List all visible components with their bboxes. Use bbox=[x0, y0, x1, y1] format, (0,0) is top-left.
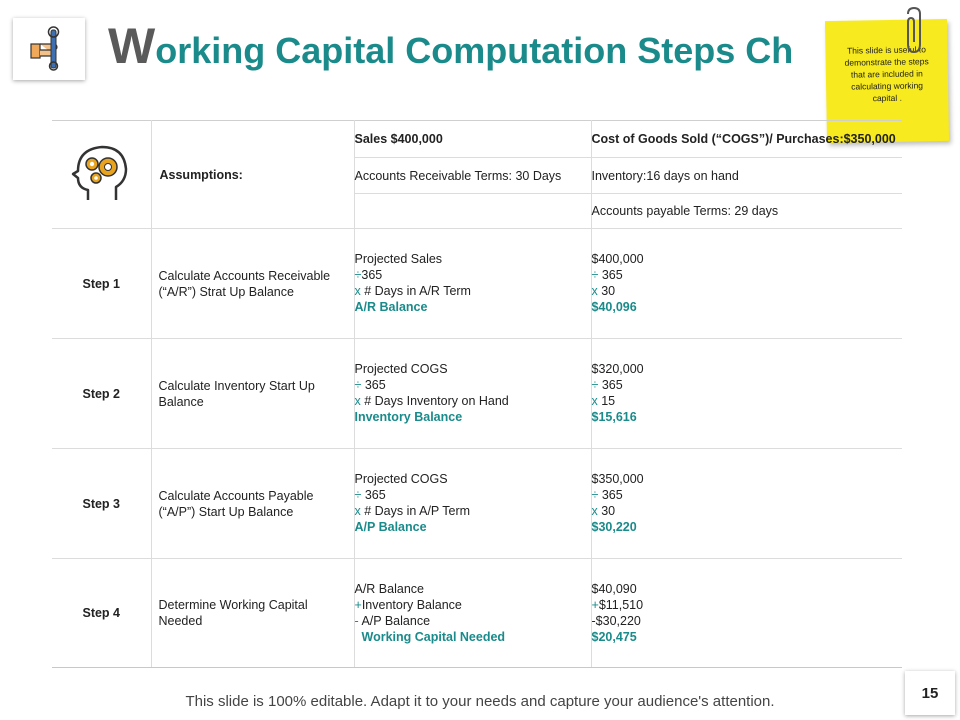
calc-result: A/R Balance bbox=[354, 300, 428, 314]
step-label: Step 2 bbox=[52, 339, 151, 449]
value-line bbox=[592, 503, 903, 519]
calc-line bbox=[355, 267, 591, 283]
operator: ÷ bbox=[354, 488, 362, 502]
value-text: 30 bbox=[597, 504, 616, 518]
operator: ÷ bbox=[354, 268, 362, 282]
assumptions-label: Assumptions: bbox=[151, 121, 354, 229]
head-gears-icon bbox=[68, 140, 134, 206]
table-row bbox=[52, 559, 902, 668]
operator: x bbox=[591, 284, 598, 298]
calc-line bbox=[355, 597, 591, 613]
step-calculation bbox=[354, 559, 591, 668]
value-line bbox=[592, 283, 903, 299]
calc-line bbox=[355, 613, 591, 629]
operator: ÷ bbox=[591, 268, 599, 282]
step-description: Calculate Accounts Payable (“A/P”) Start Up Balance bbox=[151, 449, 354, 559]
calc-text: Inventory Balance bbox=[361, 598, 462, 612]
calc-line bbox=[355, 503, 591, 519]
steps-table bbox=[52, 120, 902, 668]
footer-text: This slide is 100% editable. Adapt it to your needs and capture your audience's attention. bbox=[185, 693, 775, 710]
step-calculation bbox=[354, 339, 591, 449]
step-label: Step 4 bbox=[52, 559, 151, 668]
value-text: 365 bbox=[598, 378, 623, 392]
operator: ÷ bbox=[591, 378, 599, 392]
calc-line bbox=[355, 377, 591, 393]
calc-line: Projected COGS bbox=[354, 362, 448, 376]
hand-wrench-icon bbox=[27, 26, 71, 72]
calc-text: 365 bbox=[361, 268, 383, 282]
step-label: Step 3 bbox=[52, 449, 151, 559]
calc-result: Working Capital Needed bbox=[361, 630, 506, 644]
assumptions-icon-cell bbox=[52, 121, 151, 229]
value-line bbox=[592, 267, 903, 283]
value-text: 15 bbox=[597, 394, 616, 408]
value-text: 30 bbox=[597, 284, 616, 298]
calc-line: A/R Balance bbox=[354, 582, 424, 596]
step-description: Calculate Inventory Start Up Balance bbox=[151, 339, 354, 449]
step-description: Calculate Accounts Receivable (“A/R”) Strat Up Balance bbox=[151, 229, 354, 339]
operator: + bbox=[354, 598, 362, 612]
page-title bbox=[108, 18, 793, 79]
value-line: $40,090 bbox=[591, 582, 637, 596]
calc-line: Projected Sales bbox=[354, 252, 443, 266]
value-line bbox=[592, 377, 903, 393]
value-line: $320,000 bbox=[591, 362, 644, 376]
assumption-ap-terms: Accounts payable Terms: 29 days bbox=[591, 194, 902, 229]
calc-line: Projected COGS bbox=[354, 472, 448, 486]
assumption-inventory: Inventory:16 days on hand bbox=[591, 158, 902, 194]
sticky-note-text: This slide is useful to demonstrate the steps that are included in calculating working capital . bbox=[844, 44, 929, 104]
step-values bbox=[591, 559, 902, 668]
table-row bbox=[52, 229, 902, 339]
calc-text: 365 bbox=[361, 378, 386, 392]
value-line bbox=[592, 393, 903, 409]
value-text: $11,510 bbox=[598, 598, 644, 612]
calc-text: A/P Balance bbox=[358, 614, 431, 628]
calc-text: # Days in A/R Term bbox=[360, 284, 471, 298]
step-calculation bbox=[354, 449, 591, 559]
value-line bbox=[592, 487, 903, 503]
operator: + bbox=[591, 598, 599, 612]
value-line: $350,000 bbox=[591, 472, 644, 486]
calc-line bbox=[355, 487, 591, 503]
operator: x bbox=[354, 284, 361, 298]
operator: x bbox=[354, 394, 361, 408]
operator: x bbox=[354, 504, 361, 518]
calc-text: 365 bbox=[361, 488, 386, 502]
value-text: 365 bbox=[598, 268, 623, 282]
table-row bbox=[52, 449, 902, 559]
calc-result: A/P Balance bbox=[354, 520, 427, 534]
assumption-cogs: Cost of Goods Sold (“COGS”)/ Purchases:$350,000 bbox=[591, 121, 902, 158]
paperclip-icon bbox=[900, 6, 930, 66]
calc-text: # Days in A/P Term bbox=[360, 504, 471, 518]
value-text: 365 bbox=[598, 488, 623, 502]
operator: ÷ bbox=[591, 488, 599, 502]
calc-text: # Days Inventory on Hand bbox=[360, 394, 509, 408]
assumption-empty-cell bbox=[354, 194, 591, 229]
calc-line bbox=[355, 393, 591, 409]
value-result: $40,096 bbox=[591, 300, 637, 314]
value-line bbox=[592, 613, 903, 629]
operator: - bbox=[591, 614, 596, 628]
step-label: Step 1 bbox=[52, 229, 151, 339]
value-result: $20,475 bbox=[591, 630, 637, 644]
value-line: $400,000 bbox=[591, 252, 644, 266]
calc-result: Inventory Balance bbox=[354, 410, 463, 424]
step-description: Determine Working Capital Needed bbox=[151, 559, 354, 668]
title-first-letter: W bbox=[108, 18, 156, 74]
page-number: 15 bbox=[905, 671, 955, 715]
value-result: $30,220 bbox=[591, 520, 637, 534]
operator: ÷ bbox=[354, 378, 362, 392]
value-line bbox=[592, 597, 903, 613]
assumption-sales: Sales $400,000 bbox=[354, 121, 591, 158]
value-result: $15,616 bbox=[591, 410, 637, 424]
operator: - bbox=[354, 614, 359, 628]
logo-box bbox=[13, 18, 85, 80]
operator: x bbox=[591, 394, 598, 408]
assumption-ar-terms: Accounts Receivable Terms: 30 Days bbox=[354, 158, 591, 194]
value-text: $30,220 bbox=[595, 614, 641, 628]
table-row bbox=[52, 339, 902, 449]
step-values bbox=[591, 339, 902, 449]
operator: x bbox=[591, 504, 598, 518]
step-values bbox=[591, 229, 902, 339]
calc-line bbox=[355, 283, 591, 299]
title-rest: orking Capital Computation Steps Ch bbox=[155, 30, 794, 71]
step-values bbox=[591, 449, 902, 559]
step-calculation bbox=[354, 229, 591, 339]
